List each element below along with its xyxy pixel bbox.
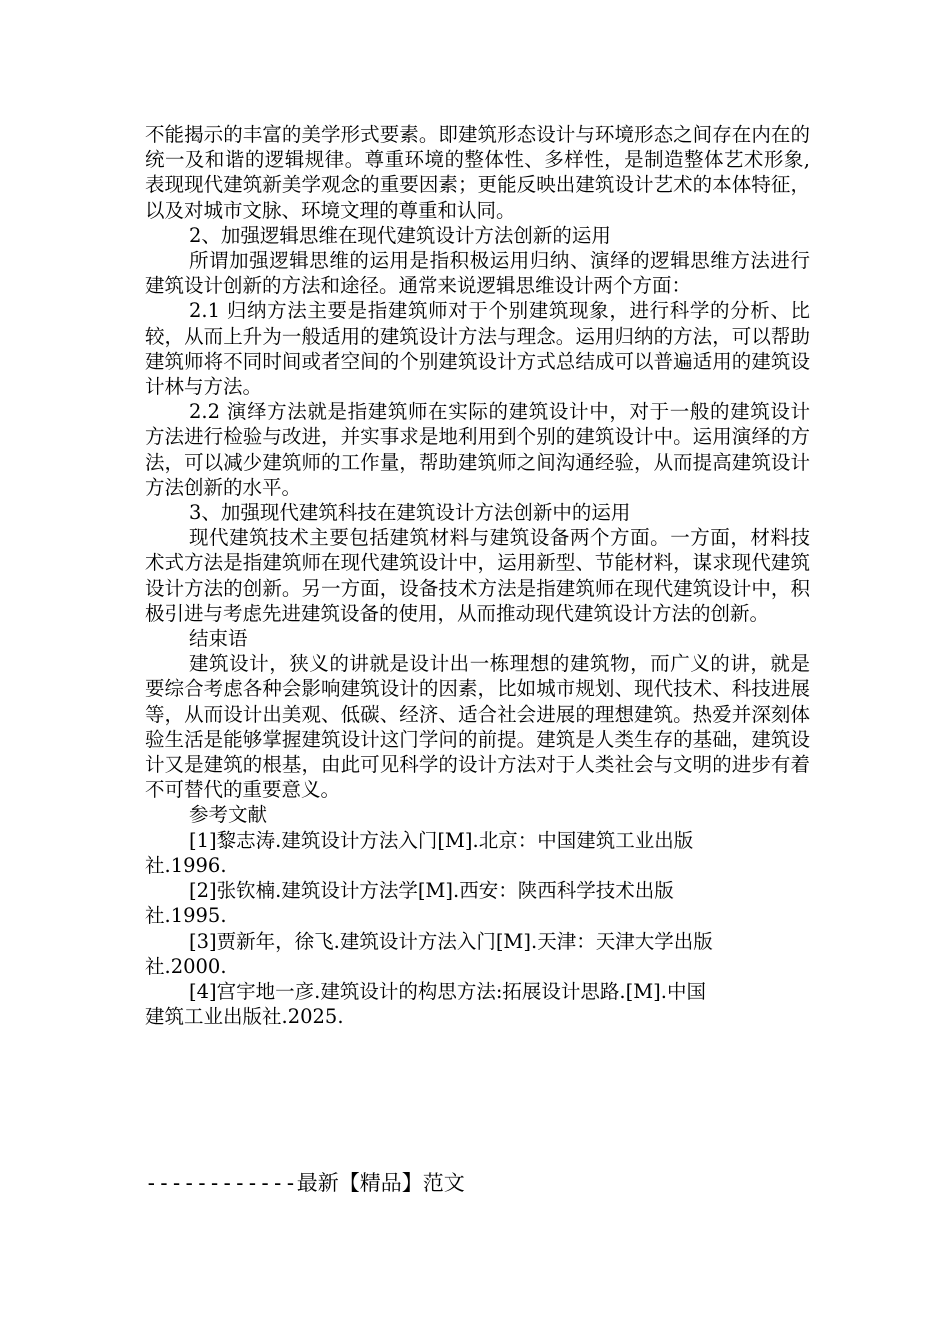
reference-line-wrap: 社.1996. bbox=[145, 853, 227, 877]
references-heading: 参考文献 bbox=[189, 803, 268, 827]
paragraph-deduction: 2.2 演绎方法就是指建筑师在实际的建筑设计中，对于一般的建筑设计方法进行检验与改进，并实事求是地利用到个别的建筑设计中。运用演绎的方法，可以减少建筑师的工作量，帮助建筑师之间沟通经验，从而提高建筑设计方法创新的水平。 bbox=[145, 400, 810, 499]
paragraph-conclusion: 建筑设计，狭义的讲就是设计出一栋理想的建筑物，而广义的讲，就是要综合考虑各种会影响建筑设计的因素，比如城市规划、现代技术、科技进展等，从而设计出美观、低碳、经济、适合社会进展的理想建筑。热爱并深刻体验生活是能够掌握建筑设计这门学问的前提。建筑是人类生存的基础，建筑设计又是建筑的根基，由此可见科学的设计方法对于人类社会与文明的进步有着不可替代的重要意义。 bbox=[145, 652, 810, 802]
page-footer: ------------最新【精品】范文 bbox=[145, 1171, 465, 1195]
paragraph-logic-intro: 所谓加强逻辑思维的运用是指积极运用归纳、演绎的逻辑思维方法进行建筑设计创新的方法和途径。通常来说逻辑思维设计两个方面： bbox=[145, 249, 810, 298]
paragraph-induction: 2.1 归纳方法主要是指建筑师对于个别建筑现象，进行科学的分析、比较，从而上升为一般适用的建筑设计方法与理念。运用归纳的方法，可以帮助建筑师将不同时间或者空间的个别建筑设计方式总结成可以普遍适用的建筑设计林与方法。 bbox=[145, 299, 810, 399]
reference-list bbox=[145, 828, 810, 1030]
reference-item bbox=[145, 979, 810, 1029]
paragraph-technology: 现代建筑技术主要包括建筑材料与建筑设备两个方面。一方面，材料技术式方法是指建筑师在现代建筑设计中，运用新型、节能材料，谋求现代建筑设计方法的创新。另一方面，设备技术方法是指建筑师在现代建筑设计中，积极引进与考虑先进建筑设备的使用，从而推动现代建筑设计方法的创新。 bbox=[145, 526, 810, 625]
reference-item bbox=[145, 828, 810, 878]
reference-line: [3]贾新年，徐飞.建筑设计方法入门[M].天津：天津大学出版 bbox=[189, 929, 713, 953]
section-heading-2: 2、加强逻辑思维在现代建筑设计方法创新的运用 bbox=[189, 223, 611, 247]
document-body bbox=[145, 122, 810, 1029]
reference-item bbox=[145, 878, 810, 928]
reference-item bbox=[145, 929, 810, 979]
reference-line-wrap: 建筑工业出版社.2025. bbox=[145, 1005, 344, 1029]
reference-line: [4]宫宇地一彦.建筑设计的构思方法:拓展设计思路.[M].中国 bbox=[189, 979, 706, 1003]
reference-line-wrap: 社.2000. bbox=[145, 954, 227, 978]
paragraph-continuation: 不能揭示的丰富的美学形式要素。即建筑形态设计与环境形态之间存在内在的统一及和谐的逻辑规律。尊重环境的整体性、多样性，是制造整体艺术形象,表现现代建筑新美学观念的重要因素；更能反映出建筑设计艺术的本体特征，以及对城市文脉、环境文理的尊重和认同。 bbox=[145, 123, 810, 222]
reference-line: [2]张钦楠.建筑设计方法学[M].西安：陕西科学技术出版 bbox=[189, 879, 674, 903]
conclusion-heading: 结束语 bbox=[189, 627, 248, 651]
reference-line: [1]黎志涛.建筑设计方法入门[M].北京：中国建筑工业出版 bbox=[189, 828, 694, 852]
reference-line-wrap: 社.1995. bbox=[145, 904, 227, 928]
section-heading-3: 3、加强现代建筑科技在建筑设计方法创新中的运用 bbox=[189, 501, 631, 525]
